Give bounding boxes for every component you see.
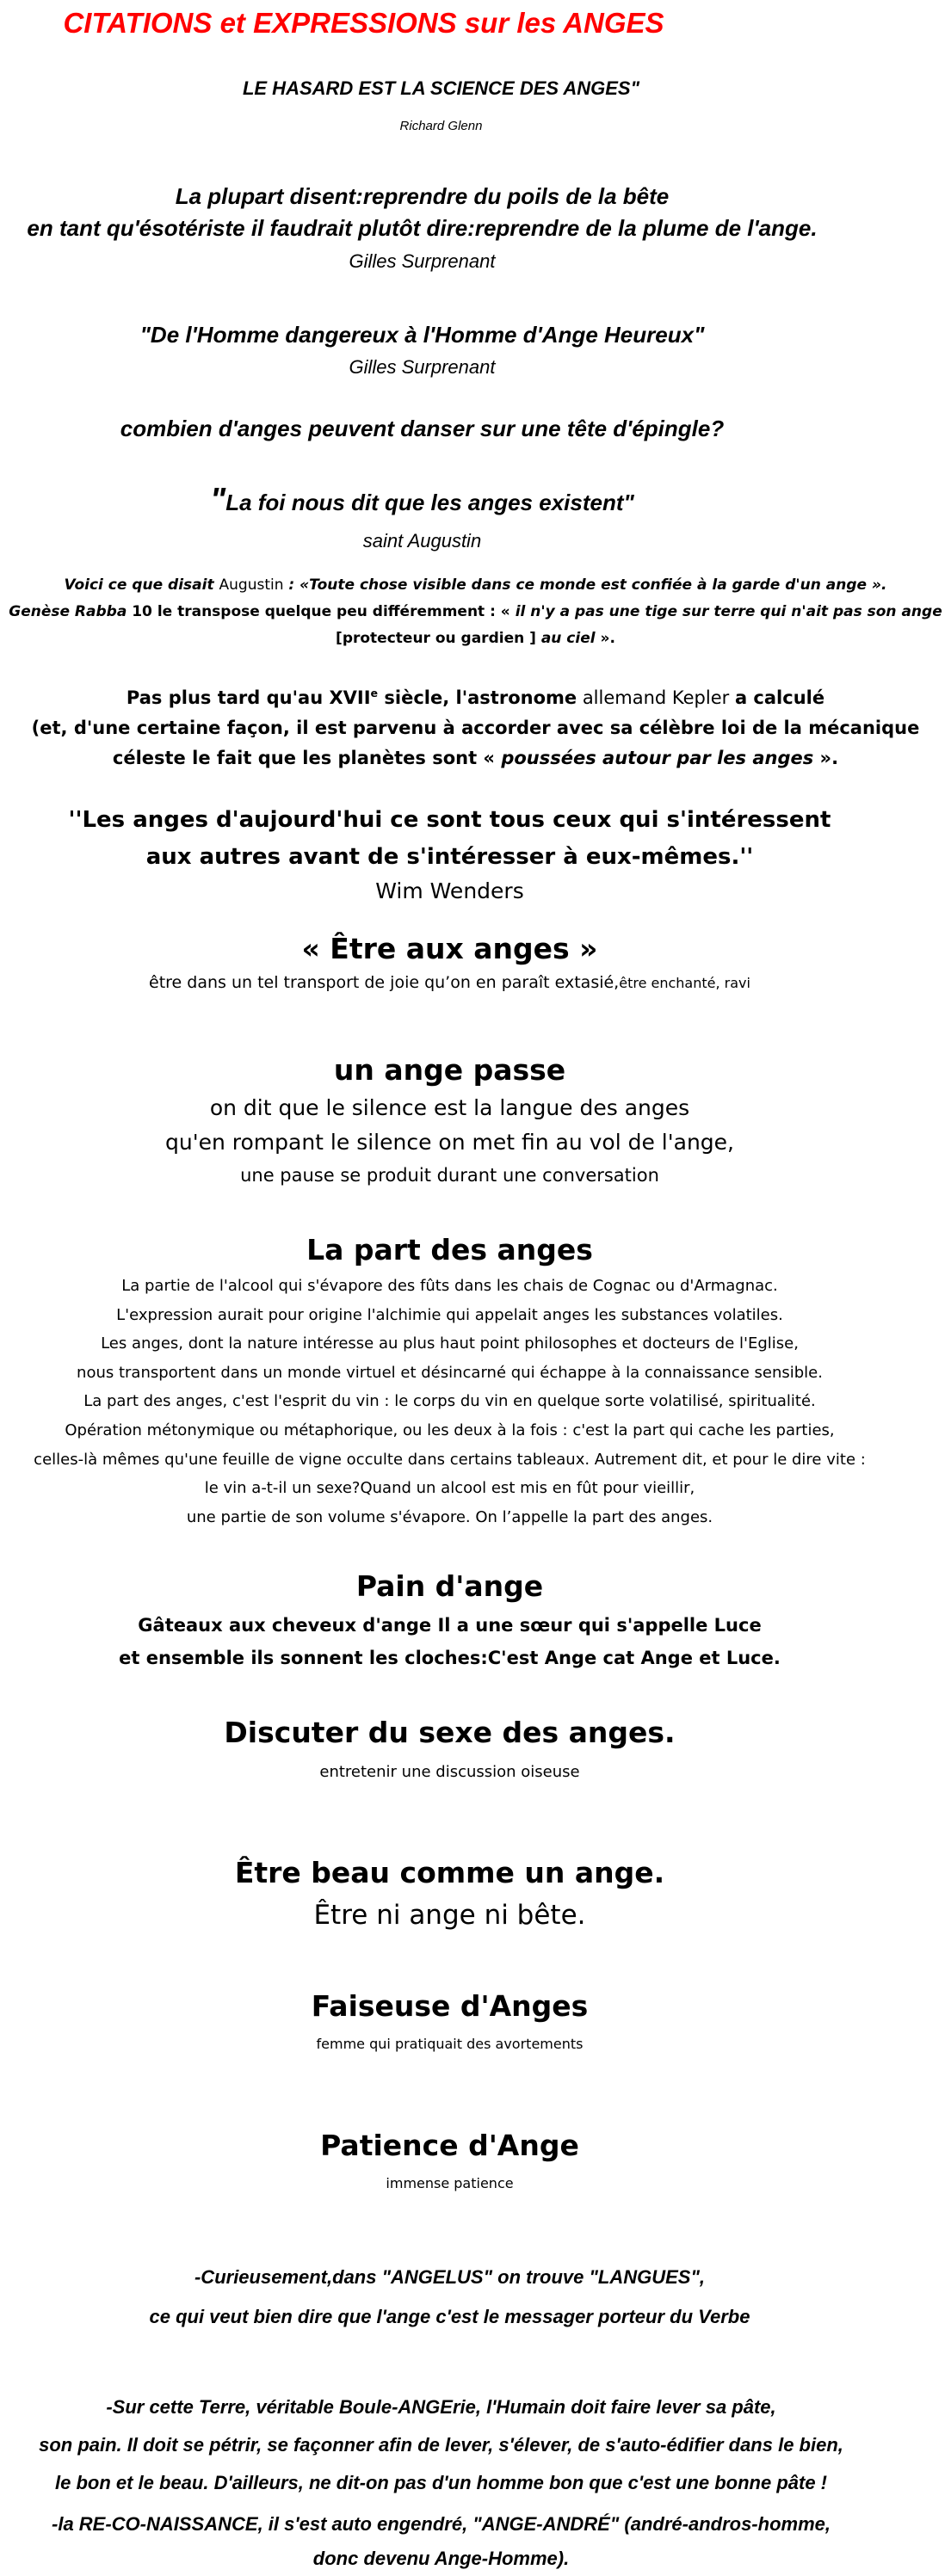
- quote-epingle: [0, 416, 898, 442]
- note-line: -Sur cette Terre, véritable Boule-ANGErie, l'Humain doit faire lever sa pâte,: [106, 2396, 776, 2418]
- text-part: Voici ce que disait: [64, 576, 219, 594]
- text-part: astronome: [467, 687, 577, 708]
- text-part: e: [370, 687, 379, 699]
- paragraph-line: une partie de son volume s'évapore. On l’appelle la part des anges.: [186, 1507, 713, 1526]
- text-line: (et, d'une certaine façon, il est parvenu à accorder avec sa célèbre loi de la mécanique: [31, 718, 920, 738]
- text-part: il n'y a pas une tige sur terre qui n'ait pas son ange: [515, 603, 942, 620]
- quote-ange-heureux: [0, 318, 898, 384]
- paragraph-line: le vin a-t-il un sexe?Quand un alcool est mis en fût pour vieillir,: [204, 1479, 695, 1498]
- paragraph-line: L'expression aurait pour origine l'alchimie qui appelait anges les substances volatiles.: [116, 1305, 783, 1324]
- expression-sexe-anges: [0, 1710, 925, 1790]
- expression-heading: Faiseuse d'Anges: [311, 1989, 589, 2023]
- note-line: ce qui veut bien dire que l'ange c'est le messager porteur du Verbe: [149, 2306, 750, 2327]
- page-title: CITATIONS et EXPRESSIONS sur les ANGES: [63, 7, 664, 39]
- note-line: -la RE-CO-NAISSANCE, il s'est auto engendré, "ANGE-ANDRÉ" (andré-andros-homme,: [52, 2513, 831, 2535]
- expression-definition: femme qui pratiquait des avortements: [316, 2036, 584, 2052]
- expression-beau-ange: [0, 1852, 925, 1936]
- expression-part-des-anges: [0, 1229, 925, 1531]
- expression-heading: Patience d'Ange: [320, 2129, 579, 2162]
- note-line: -Curieusement,dans "ANGELUS" on trouve "LANGUES",: [194, 2266, 705, 2288]
- expression-ange-passe: [0, 1050, 925, 1191]
- text-part: [protecteur ou gardien ]: [336, 630, 541, 647]
- expression-line: Être ni ange ni bête.: [313, 1900, 586, 1931]
- expression-definition: être dans un tel transport de joie qu’on en paraît extasié,: [149, 973, 620, 992]
- quote-text: "De l'Homme dangereux à l'Homme d'Ange Heureux": [139, 322, 705, 348]
- quote-author: Gilles Surprenant: [349, 250, 496, 272]
- text-part: allemand Kepler: [577, 687, 735, 708]
- paragraph-line: La part des anges, c'est l'esprit du vin : le corps du vin en quelque sorte volatilisé, spiritualité.: [83, 1392, 816, 1411]
- note-boulangerie: [0, 2388, 917, 2502]
- text-part: le transpose quelque peu différemment : «: [157, 603, 516, 620]
- quote-line: aux autres avant de s'intéresser à eux-mêmes.'': [145, 844, 754, 870]
- text-part: siècle, l': [378, 687, 468, 708]
- expression-faiseuse: [0, 1986, 925, 2061]
- text-part: au ciel: [540, 630, 596, 647]
- text-part: Pas plus tard qu'au XVII: [126, 687, 371, 708]
- text-part: Genèse Rabba: [9, 603, 127, 620]
- note-line: son pain. Il doit se pétrir, se façonner afin de lever, s'élever, de s'auto-édifier dans le bien,: [39, 2434, 843, 2456]
- text-part: ».: [595, 630, 615, 647]
- expression-patience: [0, 2125, 925, 2201]
- note-angelus: [0, 2258, 925, 2337]
- quote-author: Richard Glenn: [399, 119, 483, 133]
- expression-line: qu'en rompant le silence on met fin au vol de l'ange,: [165, 1130, 734, 1155]
- text-part: céleste le fait que les planètes sont «: [112, 748, 502, 768]
- paragraph-line: Les anges, dont la nature intéresse au plus haut point philosophes et docteurs de l'Eglise,: [101, 1334, 799, 1353]
- expression-line: on dit que le silence est la langue des anges: [209, 1095, 690, 1120]
- open-quote: ": [210, 482, 226, 518]
- quote-hasard-author-block: [0, 119, 917, 133]
- text-part: 10: [127, 603, 157, 620]
- text-part: : «Toute chose visible dans ce monde est confiée à la garde d'un ange ».: [283, 576, 887, 594]
- text-part: a calculé: [734, 687, 825, 708]
- quote-foi: [0, 482, 898, 558]
- note-line: le bon et le beau. D'ailleurs, ne dit-on pas d'un homme bon que c'est une bonne pâte !: [54, 2472, 827, 2493]
- quote-text: La foi nous dit que les anges existent": [225, 490, 634, 515]
- text-part: Augustin: [219, 576, 284, 594]
- kepler-block: [0, 678, 951, 773]
- quote-text: combien d'anges peuvent danser sur une tête d'épingle?: [120, 416, 725, 441]
- expression-line: Gâteaux aux cheveux d'ange Il a une sœur qui s'appelle Luce: [138, 1615, 762, 1636]
- quote-line: en tant qu'ésotériste il faudrait plutôt dire:reprendre de la plume de l'ange.: [27, 215, 818, 241]
- quote-plume: [0, 181, 898, 279]
- quote-line: La plupart disent:reprendre du poils de la bête: [175, 183, 670, 209]
- text-part: poussées autour par les anges: [501, 748, 814, 768]
- expression-heading: « Être aux anges »: [301, 932, 598, 965]
- quote-text: LE HASARD EST LA SCIENCE DES ANGES": [242, 77, 640, 99]
- paragraph-line: nous transportent dans un monde virtuel et désincarné qui échappe à la connaissance sensible.: [77, 1363, 823, 1382]
- expression-heading: Être beau comme un ange.: [234, 1856, 665, 1889]
- quote-author: Gilles Surprenant: [349, 356, 496, 378]
- expression-heading: La part des anges: [306, 1233, 593, 1266]
- note-reconnaissance: [0, 2507, 917, 2576]
- quote-hasard: [0, 77, 917, 100]
- expression-definition: immense patience: [386, 2175, 514, 2191]
- quote-author: saint Augustin: [362, 530, 482, 552]
- paragraph-line: celles-là mêmes qu'une feuille de vigne occulte dans certains tableaux. Autrement dit, et pour le dire vite :: [34, 1450, 866, 1469]
- paragraph-line: La partie de l'alcool qui s'évapore des fûts dans les chais de Cognac ou d'Armagnac.: [121, 1277, 778, 1295]
- expression-definition: être enchanté, ravi: [619, 975, 750, 991]
- expression-heading: Pain d'ange: [355, 1569, 544, 1603]
- page-title-block: [0, 7, 839, 40]
- expression-etre-aux-anges: [0, 929, 925, 997]
- text-part: ».: [813, 748, 839, 768]
- quote-wenders: [0, 802, 925, 906]
- expression-pain-ange: [0, 1564, 925, 1674]
- paragraph-line: Opération métonymique ou métaphorique, ou les deux à la fois : c'est la part qui cache les parties,: [65, 1420, 835, 1439]
- expression-line: une pause se produit durant une conversation: [240, 1165, 659, 1186]
- expression-heading: Discuter du sexe des anges.: [224, 1716, 676, 1749]
- augustin-block: [0, 572, 951, 652]
- quote-line: ''Les anges d'aujourd'hui ce sont tous ceux qui s'intéressent: [68, 807, 831, 833]
- note-line: donc devenu Ange-Homme).: [312, 2548, 570, 2569]
- quote-author: Wim Wenders: [375, 878, 524, 903]
- expression-heading: un ange passe: [333, 1053, 566, 1087]
- expression-definition: entretenir une discussion oiseuse: [319, 1763, 580, 1781]
- expression-line: et ensemble ils sonnent les cloches:C'est Ange cat Ange et Luce.: [119, 1648, 781, 1668]
